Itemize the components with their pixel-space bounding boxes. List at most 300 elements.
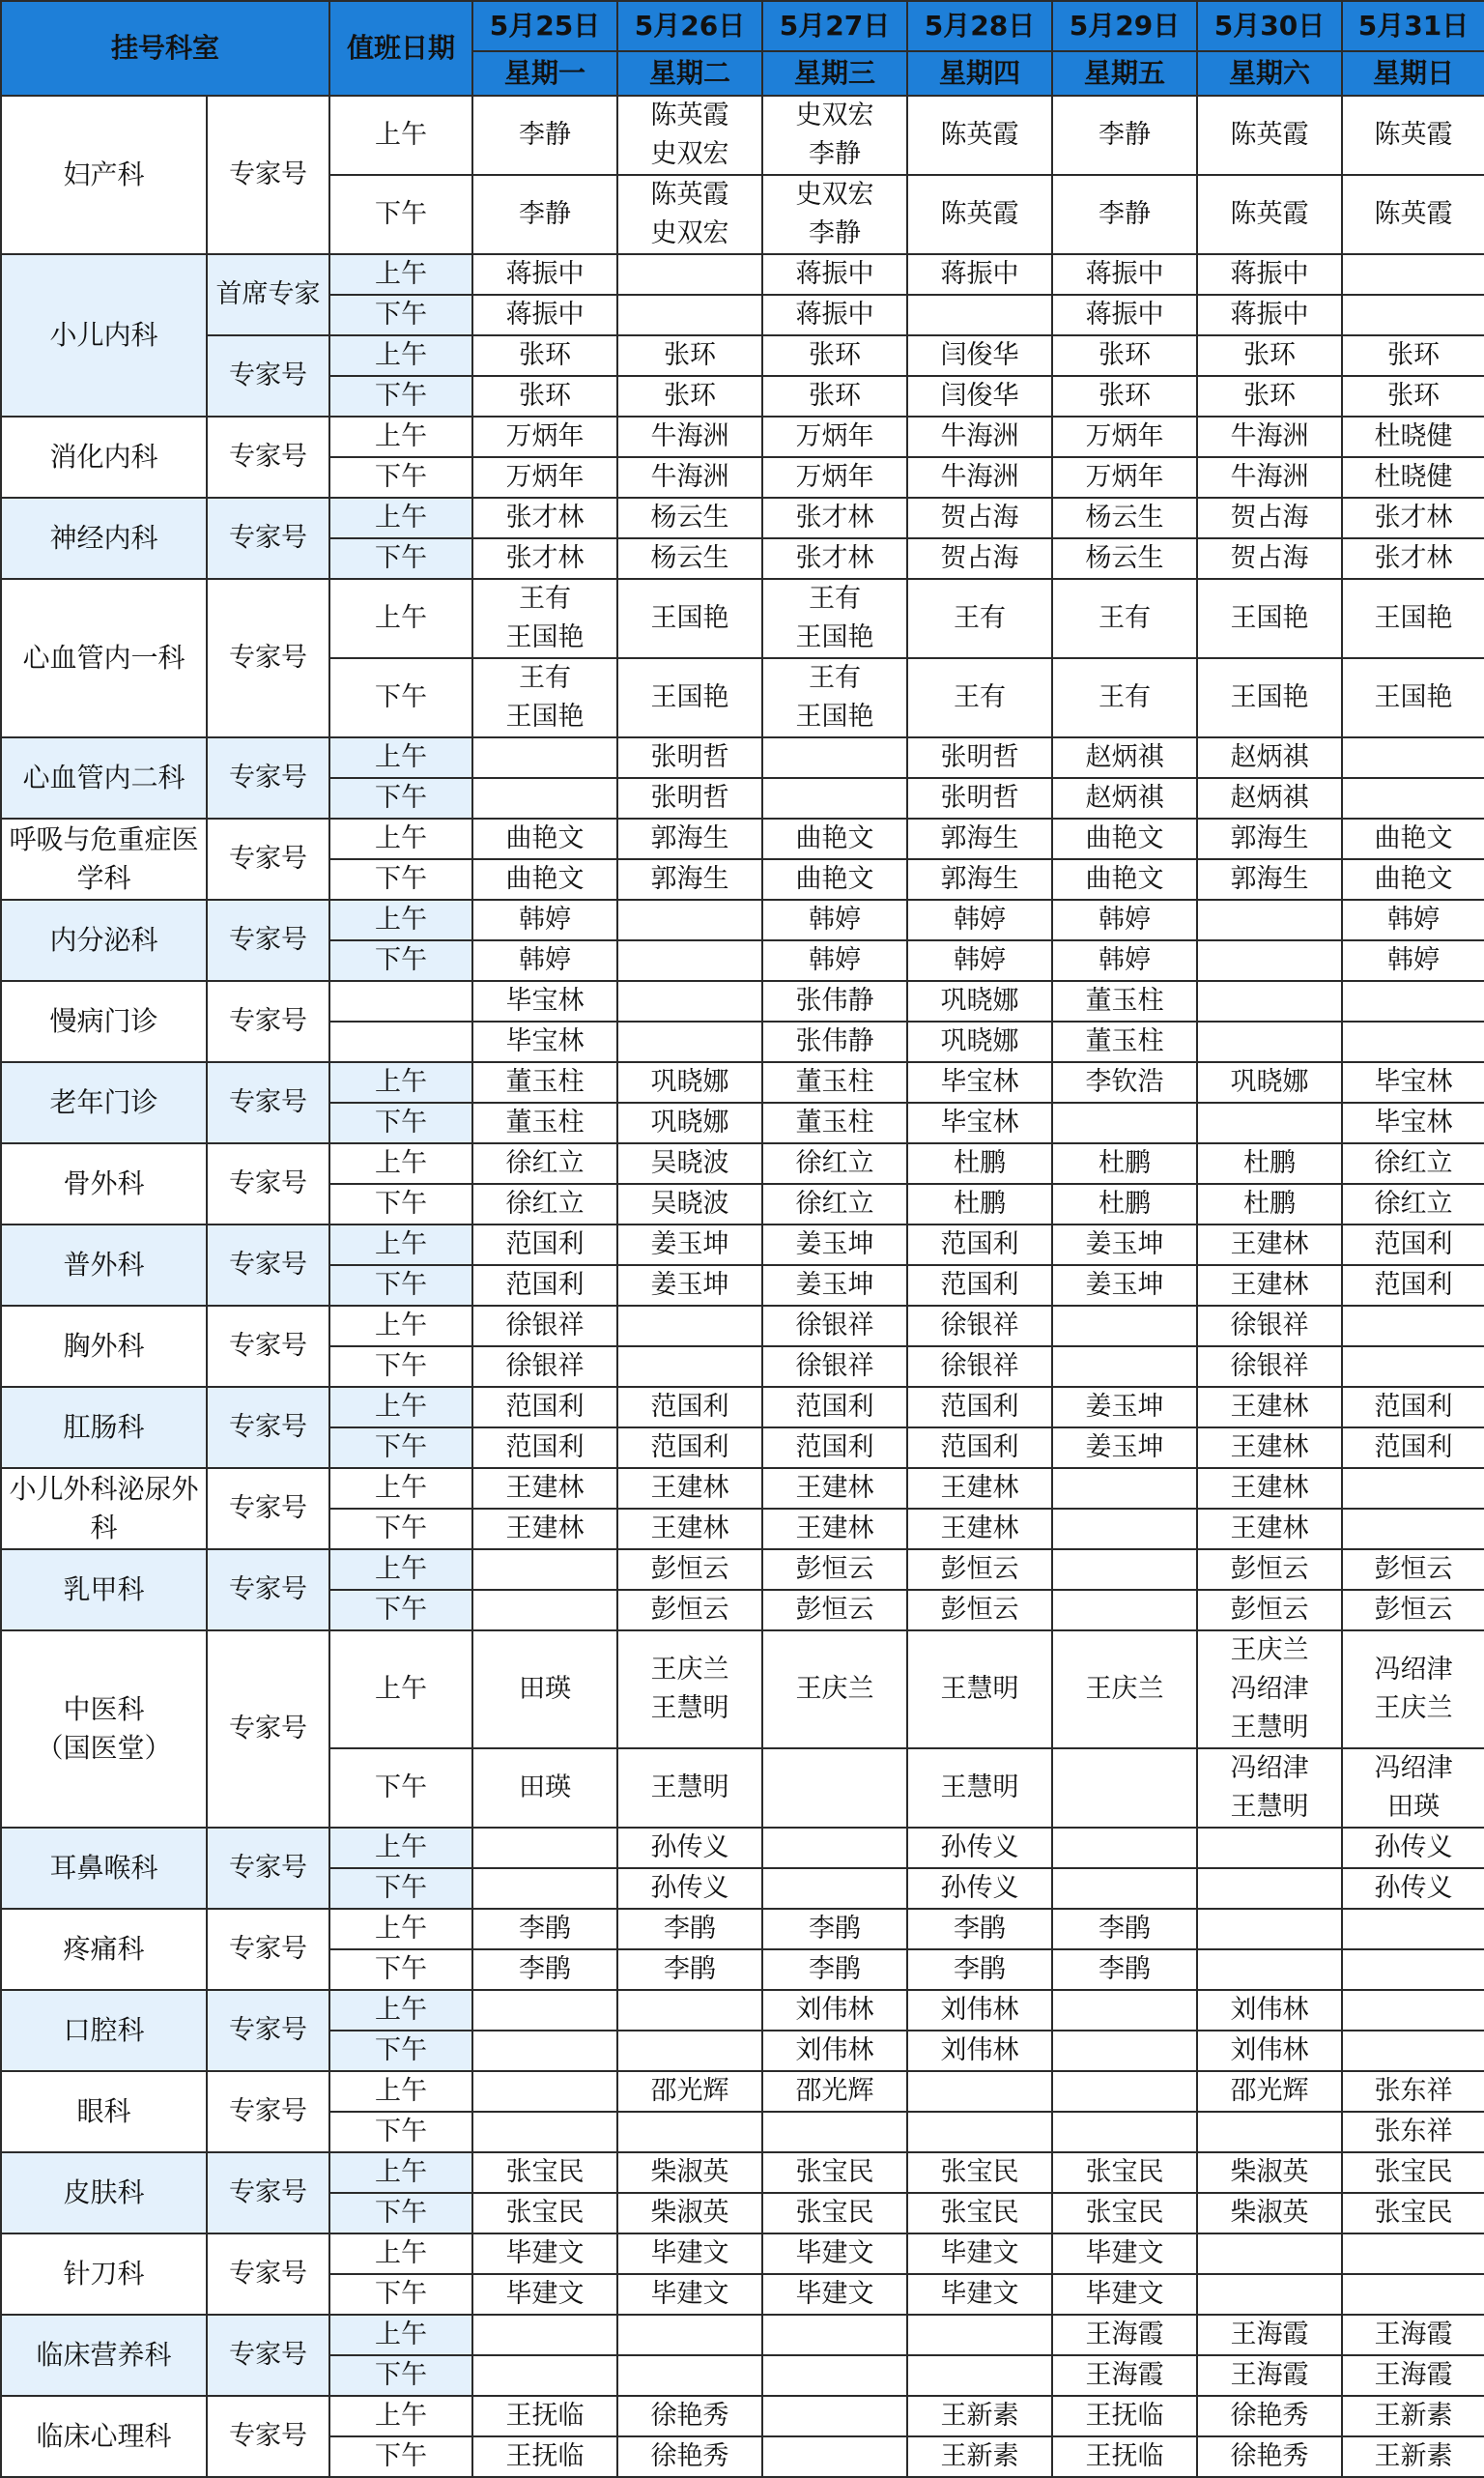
period-label [329,1022,472,1062]
doctor-cell: 王建林 [617,1468,762,1509]
department-name: 慢病门诊 [1,981,207,1062]
doctor-cell [472,778,617,819]
period-label: 上午 [329,1828,472,1868]
period-label: 上午 [329,2152,472,2193]
doctor-cell [472,1990,617,2031]
doctor-cell: 张才林 [1342,538,1484,579]
doctor-cell [1342,1909,1484,1949]
doctor-cell [762,737,907,778]
department-name: 疼痛科 [1,1909,207,1990]
doctor-cell: 王抚临 [472,2396,617,2436]
table-row [1,2071,1484,2112]
period-label: 上午 [329,417,472,457]
doctor-cell: 冯绍津 田瑛 [1342,1748,1484,1828]
doctor-cell: 陈英霞 史双宏 [617,96,762,175]
schedule-header [1,1,1484,96]
doctor-cell: 徐艳秀 [1197,2436,1342,2477]
department-name: 普外科 [1,1225,207,1306]
doctor-cell: 王建林 [762,1468,907,1509]
doctor-cell [1197,1868,1342,1909]
doctor-cell: 邵光辉 [617,2071,762,2112]
doctor-cell: 巩晓娜 [617,1103,762,1143]
doctor-cell: 郭海生 [1197,819,1342,859]
doctor-cell [1052,1828,1197,1868]
doctor-cell: 刘伟林 [907,1990,1052,2031]
period-label: 下午 [329,2193,472,2233]
doctor-cell: 张才林 [1342,498,1484,538]
clinic-type: 专家号 [207,1909,329,1990]
doctor-cell: 王有 [907,658,1052,737]
clinic-type: 专家号 [207,2071,329,2152]
doctor-cell: 徐艳秀 [617,2436,762,2477]
doctor-cell: 姜玉坤 [1052,1427,1197,1468]
doctor-cell [1052,1590,1197,1630]
doctor-cell: 姜玉坤 [1052,1265,1197,1306]
doctor-cell: 张环 [1052,335,1197,376]
doctor-cell [617,981,762,1022]
doctor-cell: 彭恒云 [1197,1590,1342,1630]
period-label: 上午 [329,335,472,376]
doctor-cell: 陈英霞 [1197,175,1342,254]
doctor-cell [1342,1509,1484,1549]
period-label: 上午 [329,1990,472,2031]
doctor-cell: 毕建文 [472,2274,617,2315]
doctor-cell: 毕宝林 [472,981,617,1022]
doctor-cell: 王建林 [1197,1509,1342,1549]
table-row [1,2152,1484,2193]
doctor-cell: 徐红立 [1342,1184,1484,1225]
doctor-cell: 彭恒云 [1342,1590,1484,1630]
doctor-cell [617,1346,762,1387]
doctor-cell: 张宝民 [1342,2152,1484,2193]
doctor-cell: 陈英霞 [907,175,1052,254]
doctor-cell: 孙传义 [907,1828,1052,1868]
doctor-cell: 郭海生 [907,819,1052,859]
doctor-cell [1052,2031,1197,2071]
doctor-cell: 韩婷 [762,900,907,940]
doctor-cell: 姜玉坤 [1052,1225,1197,1265]
doctor-cell [617,254,762,295]
doctor-cell: 王慧明 [617,1748,762,1828]
period-label: 下午 [329,1949,472,1990]
doctor-cell: 杜鹏 [1197,1143,1342,1184]
period-label: 下午 [329,2112,472,2152]
doctor-cell [907,2355,1052,2396]
period-label: 上午 [329,1387,472,1427]
doctor-cell: 闫俊华 [907,335,1052,376]
doctor-cell [1342,981,1484,1022]
doctor-cell [1052,1103,1197,1143]
doctor-cell: 王建林 [907,1509,1052,1549]
doctor-cell: 王庆兰 冯绍津 王慧明 [1197,1630,1342,1748]
clinic-type: 专家号 [207,1549,329,1630]
period-label: 下午 [329,1748,472,1828]
period-label [329,981,472,1022]
doctor-cell: 曲艳文 [762,859,907,900]
header-day-date: 5月31日 [1342,1,1484,51]
doctor-cell [617,1306,762,1346]
doctor-cell: 王有 [1052,579,1197,658]
doctor-cell: 毕宝林 [1342,1062,1484,1103]
header-weekday: 星期一 [472,51,617,96]
period-label: 下午 [329,1427,472,1468]
doctor-cell: 田瑛 [472,1748,617,1828]
doctor-cell: 王建林 [1197,1265,1342,1306]
table-row [1,981,1484,1022]
period-label: 上午 [329,579,472,658]
doctor-cell: 曲艳文 [1342,859,1484,900]
doctor-cell [1197,1022,1342,1062]
period-label: 上午 [329,2071,472,2112]
doctor-cell: 巩晓娜 [907,981,1052,1022]
doctor-cell: 王有 [907,579,1052,658]
doctor-cell [617,2315,762,2355]
doctor-cell: 牛海洲 [907,457,1052,498]
doctor-cell: 杜晓健 [1342,457,1484,498]
header-day-date: 5月28日 [907,1,1052,51]
doctor-cell: 徐银祥 [907,1306,1052,1346]
header-weekday: 星期六 [1197,51,1342,96]
department-name: 心血管内二科 [1,737,207,819]
doctor-cell: 张环 [617,376,762,417]
period-label: 下午 [329,2355,472,2396]
doctor-cell: 韩婷 [1052,900,1197,940]
doctor-cell: 孙传义 [617,1828,762,1868]
table-row [1,1062,1484,1103]
doctor-cell: 张宝民 [1342,2193,1484,2233]
doctor-cell: 柴淑英 [1197,2193,1342,2233]
doctor-cell: 徐银祥 [762,1346,907,1387]
doctor-cell: 李钦浩 [1052,1062,1197,1103]
doctor-cell: 刘伟林 [1197,1990,1342,2031]
doctor-cell: 柴淑英 [617,2152,762,2193]
doctor-cell [617,900,762,940]
doctor-cell: 王建林 [1197,1387,1342,1427]
doctor-cell: 王新素 [907,2436,1052,2477]
period-label: 下午 [329,1590,472,1630]
doctor-cell: 王有 王国艳 [472,658,617,737]
doctor-cell: 赵炳祺 [1052,737,1197,778]
doctor-cell: 闫俊华 [907,376,1052,417]
doctor-cell: 王建林 [617,1509,762,1549]
doctor-cell: 王海霞 [1052,2315,1197,2355]
doctor-cell: 张伟静 [762,1022,907,1062]
clinic-type: 专家号 [207,819,329,900]
doctor-cell: 范国利 [1342,1427,1484,1468]
doctor-cell: 牛海洲 [1197,417,1342,457]
doctor-cell: 孙传义 [907,1868,1052,1909]
header-weekday: 星期四 [907,51,1052,96]
doctor-cell: 李鹃 [907,1949,1052,1990]
doctor-cell: 李鹃 [1052,1949,1197,1990]
doctor-cell: 王慧明 [907,1630,1052,1748]
doctor-cell [762,2355,907,2396]
doctor-cell: 彭恒云 [907,1549,1052,1590]
doctor-cell: 彭恒云 [1342,1549,1484,1590]
doctor-cell: 范国利 [907,1427,1052,1468]
doctor-cell: 郭海生 [1197,859,1342,900]
department-name: 内分泌科 [1,900,207,981]
department-name: 小儿外科泌尿外科 [1,1468,207,1549]
doctor-cell: 李静 [472,96,617,175]
doctor-cell: 杜鹏 [907,1143,1052,1184]
doctor-cell: 毕建文 [617,2274,762,2315]
doctor-cell: 张才林 [762,498,907,538]
doctor-cell: 韩婷 [472,900,617,940]
doctor-cell: 邵光辉 [762,2071,907,2112]
doctor-cell: 曲艳文 [1052,819,1197,859]
doctor-cell [762,1828,907,1868]
clinic-type: 首席专家 [207,254,329,335]
doctor-cell: 王有 [1052,658,1197,737]
doctor-cell [907,2112,1052,2152]
doctor-cell: 李鹃 [617,1949,762,1990]
doctor-cell: 王抚临 [1052,2436,1197,2477]
doctor-cell: 韩婷 [1342,940,1484,981]
table-row [1,2396,1484,2436]
doctor-cell: 杜晓健 [1342,417,1484,457]
doctor-cell: 王海霞 [1052,2355,1197,2396]
doctor-cell: 王建林 [472,1468,617,1509]
header-date: 值班日期 [329,1,472,96]
doctor-cell [472,2112,617,2152]
doctor-cell: 刘伟林 [762,2031,907,2071]
doctor-cell: 张东祥 [1342,2071,1484,2112]
doctor-cell: 曲艳文 [762,819,907,859]
header-day-date: 5月29日 [1052,1,1197,51]
doctor-cell: 范国利 [472,1225,617,1265]
table-row [1,1549,1484,1590]
doctor-cell: 徐红立 [762,1184,907,1225]
doctor-cell [472,1828,617,1868]
header-day-date: 5月30日 [1197,1,1342,51]
doctor-cell: 毕建文 [907,2233,1052,2274]
department-name: 肛肠科 [1,1387,207,1468]
doctor-cell [472,2071,617,2112]
doctor-cell: 张环 [472,335,617,376]
doctor-cell [1342,1990,1484,2031]
doctor-cell: 曲艳文 [472,819,617,859]
doctor-cell [472,2355,617,2396]
doctor-cell: 韩婷 [907,940,1052,981]
doctor-cell: 毕宝林 [472,1022,617,1062]
doctor-cell: 巩晓娜 [907,1022,1052,1062]
doctor-cell: 李静 [1052,175,1197,254]
doctor-cell: 王慧明 [907,1748,1052,1828]
doctor-cell [1052,1509,1197,1549]
clinic-type: 专家号 [207,2396,329,2477]
doctor-cell: 徐艳秀 [617,2396,762,2436]
doctor-cell: 毕建文 [617,2233,762,2274]
table-row [1,1828,1484,1868]
doctor-cell [1342,2233,1484,2274]
doctor-cell: 李鹃 [1052,1909,1197,1949]
clinic-type: 专家号 [207,737,329,819]
doctor-cell: 姜玉坤 [617,1225,762,1265]
doctor-cell [472,1549,617,1590]
period-label: 下午 [329,376,472,417]
table-row [1,900,1484,940]
doctor-cell: 彭恒云 [762,1590,907,1630]
doctor-cell: 王国艳 [1197,579,1342,658]
doctor-cell: 王海霞 [1197,2355,1342,2396]
doctor-cell [1197,1828,1342,1868]
doctor-cell: 姜玉坤 [762,1225,907,1265]
doctor-cell: 徐红立 [762,1143,907,1184]
doctor-cell: 徐艳秀 [1197,2396,1342,2436]
doctor-cell: 王有 王国艳 [472,579,617,658]
period-label: 下午 [329,457,472,498]
doctor-cell [1052,2112,1197,2152]
clinic-type: 专家号 [207,981,329,1062]
doctor-cell: 蒋振中 [472,254,617,295]
period-label: 下午 [329,940,472,981]
doctor-cell: 王建林 [1197,1468,1342,1509]
doctor-cell: 王抚临 [1052,2396,1197,2436]
doctor-cell: 张才林 [472,538,617,579]
doctor-cell: 范国利 [472,1427,617,1468]
doctor-cell: 毕建文 [762,2274,907,2315]
period-label: 上午 [329,96,472,175]
doctor-cell: 李静 [472,175,617,254]
doctor-cell: 彭恒云 [617,1590,762,1630]
doctor-cell: 陈英霞 史双宏 [617,175,762,254]
doctor-cell: 李鹃 [907,1909,1052,1949]
doctor-cell: 毕宝林 [907,1103,1052,1143]
doctor-cell: 范国利 [907,1265,1052,1306]
doctor-cell: 范国利 [617,1387,762,1427]
doctor-cell [1197,2233,1342,2274]
period-label: 上午 [329,1306,472,1346]
doctor-cell: 杜鹏 [1052,1143,1197,1184]
doctor-cell: 董玉柱 [762,1062,907,1103]
doctor-cell: 张宝民 [1052,2152,1197,2193]
clinic-type: 专家号 [207,1306,329,1387]
doctor-cell: 万炳年 [472,457,617,498]
doctor-cell [762,778,907,819]
department-name: 骨外科 [1,1143,207,1225]
clinic-type: 专家号 [207,498,329,579]
clinic-type: 专家号 [207,1990,329,2071]
table-row [1,1630,1484,1748]
department-name: 临床营养科 [1,2315,207,2396]
doctor-cell: 王国艳 [1342,658,1484,737]
doctor-cell [762,2112,907,2152]
table-row [1,1225,1484,1265]
doctor-cell: 王国艳 [1197,658,1342,737]
doctor-cell [617,2031,762,2071]
header-weekday: 星期三 [762,51,907,96]
table-row [1,1306,1484,1346]
doctor-cell: 陈英霞 [1197,96,1342,175]
doctor-cell: 万炳年 [1052,417,1197,457]
doctor-cell: 冯绍津 王庆兰 [1342,1630,1484,1748]
doctor-cell: 毕建文 [907,2274,1052,2315]
doctor-cell: 王庆兰 [762,1630,907,1748]
doctor-cell: 韩婷 [1052,940,1197,981]
doctor-cell [1197,1103,1342,1143]
doctor-cell: 张明哲 [907,778,1052,819]
doctor-cell [762,2396,907,2436]
doctor-cell: 董玉柱 [472,1062,617,1103]
period-label: 上午 [329,1143,472,1184]
doctor-cell: 贺占海 [1197,538,1342,579]
period-label: 上午 [329,1225,472,1265]
doctor-cell [907,295,1052,335]
doctor-cell [1197,981,1342,1022]
doctor-cell: 牛海洲 [617,417,762,457]
clinic-type: 专家号 [207,2233,329,2315]
doctor-cell: 刘伟林 [1197,2031,1342,2071]
table-row [1,1143,1484,1184]
doctor-cell: 范国利 [762,1427,907,1468]
doctor-cell: 牛海洲 [907,417,1052,457]
header-day-date: 5月25日 [472,1,617,51]
doctor-cell: 万炳年 [1052,457,1197,498]
doctor-cell [907,2315,1052,2355]
doctor-cell: 牛海洲 [617,457,762,498]
doctor-cell: 张宝民 [762,2152,907,2193]
table-row [1,1990,1484,2031]
doctor-cell: 贺占海 [1197,498,1342,538]
doctor-cell: 王建林 [762,1509,907,1549]
doctor-cell: 刘伟林 [762,1990,907,2031]
doctor-cell: 徐银祥 [907,1346,1052,1387]
schedule-body [1,96,1484,2477]
doctor-cell [472,2315,617,2355]
doctor-cell: 王新素 [1342,2396,1484,2436]
doctor-cell: 柴淑英 [1197,2152,1342,2193]
doctor-cell: 万炳年 [472,417,617,457]
doctor-cell: 张东祥 [1342,2112,1484,2152]
doctor-cell [472,2031,617,2071]
period-label: 上午 [329,1549,472,1590]
doctor-cell: 彭恒云 [617,1549,762,1590]
doctor-cell: 蒋振中 [1052,295,1197,335]
doctor-cell: 张环 [1052,376,1197,417]
period-label: 下午 [329,2274,472,2315]
table-row [1,737,1484,778]
department-name: 口腔科 [1,1990,207,2071]
doctor-cell: 张环 [617,335,762,376]
doctor-cell: 吴晓波 [617,1184,762,1225]
doctor-cell [1342,2031,1484,2071]
doctor-cell: 张宝民 [907,2152,1052,2193]
doctor-cell: 张宝民 [762,2193,907,2233]
doctor-cell: 曲艳文 [1052,859,1197,900]
doctor-cell: 董玉柱 [472,1103,617,1143]
doctor-cell: 贺占海 [907,538,1052,579]
header-weekday: 星期五 [1052,51,1197,96]
table-row [1,2315,1484,2355]
doctor-cell [1342,295,1484,335]
doctor-cell: 张才林 [472,498,617,538]
department-name: 耳鼻喉科 [1,1828,207,1909]
doctor-cell [762,2315,907,2355]
doctor-cell: 张明哲 [617,737,762,778]
header-weekday: 星期日 [1342,51,1484,96]
doctor-cell [1052,1990,1197,2031]
doctor-cell: 彭恒云 [1197,1549,1342,1590]
doctor-cell [1197,900,1342,940]
period-label: 上午 [329,2233,472,2274]
period-label: 上午 [329,1062,472,1103]
period-label: 上午 [329,1468,472,1509]
doctor-cell [617,940,762,981]
doctor-cell: 赵炳祺 [1197,778,1342,819]
doctor-cell: 范国利 [1342,1225,1484,1265]
doctor-cell: 赵炳祺 [1052,778,1197,819]
